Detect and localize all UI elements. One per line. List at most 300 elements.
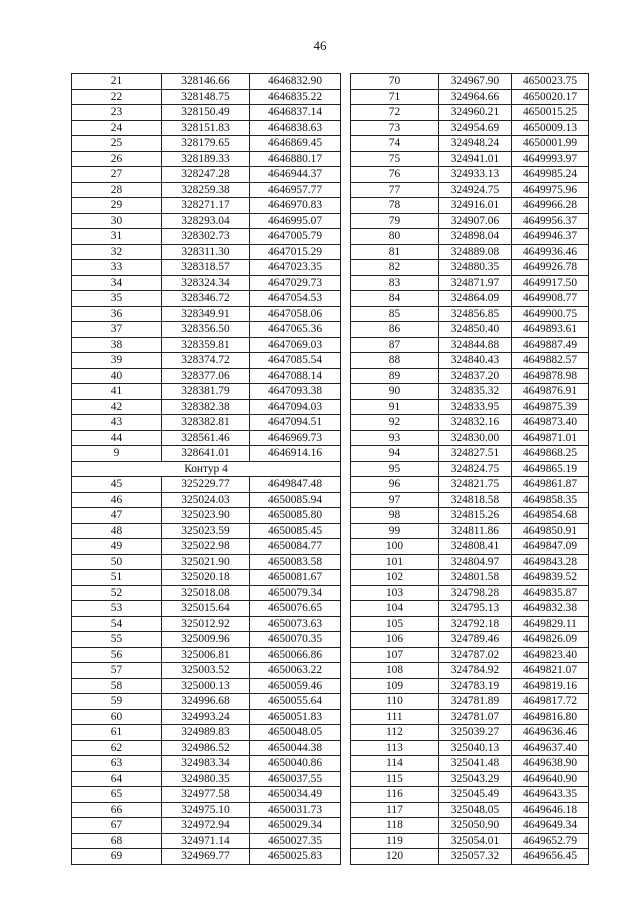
right-x-coordinate: 324784.92	[439, 663, 512, 679]
right-x-coordinate: 324907.06	[439, 213, 512, 229]
right-x-coordinate: 324795.13	[439, 601, 512, 617]
right-point-number: 114	[351, 756, 439, 772]
right-point-number: 96	[351, 477, 439, 493]
left-y-coordinate: 4647094.03	[250, 399, 341, 415]
column-gap	[341, 182, 351, 198]
right-x-coordinate: 324832.16	[439, 415, 512, 431]
right-point-number: 77	[351, 182, 439, 198]
table-row	[72, 725, 589, 741]
table-row	[72, 554, 589, 570]
column-gap	[341, 740, 351, 756]
column-gap	[341, 198, 351, 214]
right-y-coordinate: 4649640.90	[512, 771, 589, 787]
right-point-number: 78	[351, 198, 439, 214]
column-gap	[341, 663, 351, 679]
right-point-number: 111	[351, 709, 439, 725]
right-point-number: 70	[351, 74, 439, 90]
left-y-coordinate: 4646969.73	[250, 430, 341, 446]
left-y-coordinate: 4647015.29	[250, 244, 341, 260]
left-x-coordinate: 328381.79	[162, 384, 250, 400]
table-row	[72, 198, 589, 214]
left-x-coordinate: 325003.52	[162, 663, 250, 679]
right-y-coordinate: 4649636.46	[512, 725, 589, 741]
column-gap	[341, 337, 351, 353]
right-y-coordinate: 4649832.38	[512, 601, 589, 617]
right-y-coordinate: 4649643.35	[512, 787, 589, 803]
right-x-coordinate: 324880.35	[439, 260, 512, 276]
table-row	[72, 709, 589, 725]
right-y-coordinate: 4649638.90	[512, 756, 589, 772]
left-point-number: 65	[72, 787, 162, 803]
column-gap	[341, 89, 351, 105]
table-row	[72, 663, 589, 679]
right-point-number: 92	[351, 415, 439, 431]
left-point-number: 24	[72, 120, 162, 136]
right-y-coordinate: 4649908.77	[512, 291, 589, 307]
left-y-coordinate: 4646837.14	[250, 105, 341, 121]
left-x-coordinate: 328349.91	[162, 306, 250, 322]
left-x-coordinate: 324975.10	[162, 802, 250, 818]
column-gap	[341, 802, 351, 818]
right-point-number: 108	[351, 663, 439, 679]
table-row	[72, 446, 589, 462]
right-point-number: 118	[351, 818, 439, 834]
column-gap	[341, 523, 351, 539]
left-y-coordinate: 4650079.34	[250, 585, 341, 601]
left-point-number: 45	[72, 477, 162, 493]
left-point-number: 31	[72, 229, 162, 245]
table-row	[72, 415, 589, 431]
left-point-number: 56	[72, 647, 162, 663]
right-point-number: 74	[351, 136, 439, 152]
left-point-number: 22	[72, 89, 162, 105]
right-x-coordinate: 324933.13	[439, 167, 512, 183]
right-point-number: 95	[351, 461, 439, 477]
right-x-coordinate: 324837.20	[439, 368, 512, 384]
left-x-coordinate: 324986.52	[162, 740, 250, 756]
left-y-coordinate: 4647005.79	[250, 229, 341, 245]
right-y-coordinate: 4649858.35	[512, 492, 589, 508]
right-y-coordinate: 4649985.24	[512, 167, 589, 183]
left-y-coordinate: 4646838.63	[250, 120, 341, 136]
right-x-coordinate: 324824.75	[439, 461, 512, 477]
right-point-number: 90	[351, 384, 439, 400]
column-gap	[341, 291, 351, 307]
left-x-coordinate: 325022.98	[162, 539, 250, 555]
right-x-coordinate: 324916.01	[439, 198, 512, 214]
left-point-number: 46	[72, 492, 162, 508]
left-point-number: 25	[72, 136, 162, 152]
right-x-coordinate: 325040.13	[439, 740, 512, 756]
left-point-number: 37	[72, 322, 162, 338]
column-gap	[341, 585, 351, 601]
coordinates-table-body	[72, 74, 589, 865]
right-x-coordinate: 324792.18	[439, 616, 512, 632]
left-x-coordinate: 328247.28	[162, 167, 250, 183]
right-x-coordinate: 325050.90	[439, 818, 512, 834]
right-x-coordinate: 324830.00	[439, 430, 512, 446]
left-x-coordinate: 325018.08	[162, 585, 250, 601]
right-y-coordinate: 4649882.57	[512, 353, 589, 369]
right-x-coordinate: 325043.29	[439, 771, 512, 787]
right-x-coordinate: 324850.40	[439, 322, 512, 338]
left-point-number: 68	[72, 833, 162, 849]
right-y-coordinate: 4650015.25	[512, 105, 589, 121]
left-y-coordinate: 4646995.07	[250, 213, 341, 229]
table-row	[72, 461, 589, 477]
left-x-coordinate: 324983.34	[162, 756, 250, 772]
column-gap	[341, 833, 351, 849]
left-y-coordinate: 4650070.35	[250, 632, 341, 648]
column-gap	[341, 151, 351, 167]
column-gap	[341, 601, 351, 617]
column-gap	[341, 275, 351, 291]
right-x-coordinate: 325057.32	[439, 849, 512, 865]
right-point-number: 113	[351, 740, 439, 756]
table-row	[72, 523, 589, 539]
column-gap	[341, 74, 351, 90]
right-x-coordinate: 324889.08	[439, 244, 512, 260]
left-y-coordinate: 4650085.45	[250, 523, 341, 539]
right-x-coordinate: 324871.97	[439, 275, 512, 291]
right-point-number: 81	[351, 244, 439, 260]
table-row	[72, 167, 589, 183]
left-y-coordinate: 4650029.34	[250, 818, 341, 834]
column-gap	[341, 632, 351, 648]
right-y-coordinate: 4649821.07	[512, 663, 589, 679]
right-y-coordinate: 4649865.19	[512, 461, 589, 477]
left-point-number: 34	[72, 275, 162, 291]
column-gap	[341, 818, 351, 834]
table-row	[72, 477, 589, 493]
right-y-coordinate: 4649871.01	[512, 430, 589, 446]
left-x-coordinate: 328179.65	[162, 136, 250, 152]
left-point-number: 67	[72, 818, 162, 834]
right-point-number: 120	[351, 849, 439, 865]
right-y-coordinate: 4649817.72	[512, 694, 589, 710]
right-x-coordinate: 324948.24	[439, 136, 512, 152]
table-row	[72, 694, 589, 710]
table-row	[72, 244, 589, 260]
column-gap	[341, 461, 351, 477]
left-x-coordinate: 328311.30	[162, 244, 250, 260]
left-point-number: 47	[72, 508, 162, 524]
left-y-coordinate: 4646832.90	[250, 74, 341, 90]
left-point-number: 27	[72, 167, 162, 183]
left-point-number: 60	[72, 709, 162, 725]
left-x-coordinate: 325023.59	[162, 523, 250, 539]
left-y-coordinate: 4650044.38	[250, 740, 341, 756]
left-x-coordinate: 324996.68	[162, 694, 250, 710]
left-point-number: 50	[72, 554, 162, 570]
left-y-coordinate: 4650027.35	[250, 833, 341, 849]
right-point-number: 102	[351, 570, 439, 586]
right-x-coordinate: 325048.05	[439, 802, 512, 818]
table-row	[72, 771, 589, 787]
left-point-number: 33	[72, 260, 162, 276]
column-gap	[341, 539, 351, 555]
table-row	[72, 399, 589, 415]
right-y-coordinate: 4649823.40	[512, 647, 589, 663]
left-point-number: 35	[72, 291, 162, 307]
right-x-coordinate: 324856.85	[439, 306, 512, 322]
left-x-coordinate: 328359.81	[162, 337, 250, 353]
left-x-coordinate: 325023.90	[162, 508, 250, 524]
left-x-coordinate: 328382.81	[162, 415, 250, 431]
column-gap	[341, 306, 351, 322]
right-y-coordinate: 4649946.37	[512, 229, 589, 245]
right-x-coordinate: 324815.26	[439, 508, 512, 524]
left-x-coordinate: 324980.35	[162, 771, 250, 787]
right-x-coordinate: 324821.75	[439, 477, 512, 493]
table-row	[72, 229, 589, 245]
table-row	[72, 647, 589, 663]
left-y-coordinate: 4646957.77	[250, 182, 341, 198]
table-row	[72, 492, 589, 508]
right-point-number: 85	[351, 306, 439, 322]
right-point-number: 91	[351, 399, 439, 415]
right-point-number: 107	[351, 647, 439, 663]
left-x-coordinate: 328641.01	[162, 446, 250, 462]
right-x-coordinate: 325045.49	[439, 787, 512, 803]
right-y-coordinate: 4649936.46	[512, 244, 589, 260]
left-x-coordinate: 324971.14	[162, 833, 250, 849]
right-point-number: 72	[351, 105, 439, 121]
table-row	[72, 678, 589, 694]
table-row	[72, 833, 589, 849]
left-y-coordinate: 4646880.17	[250, 151, 341, 167]
table-row	[72, 585, 589, 601]
right-y-coordinate: 4649649.34	[512, 818, 589, 834]
right-y-coordinate: 4649887.49	[512, 337, 589, 353]
column-gap	[341, 430, 351, 446]
table-row	[72, 539, 589, 555]
left-point-number: 29	[72, 198, 162, 214]
right-x-coordinate: 324840.43	[439, 353, 512, 369]
left-y-coordinate: 4650084.77	[250, 539, 341, 555]
right-point-number: 75	[351, 151, 439, 167]
table-row	[72, 353, 589, 369]
column-gap	[341, 105, 351, 121]
column-gap	[341, 213, 351, 229]
left-x-coordinate: 328377.06	[162, 368, 250, 384]
right-y-coordinate: 4649850.91	[512, 523, 589, 539]
right-point-number: 89	[351, 368, 439, 384]
right-point-number: 103	[351, 585, 439, 601]
left-point-number: 9	[72, 446, 162, 462]
left-y-coordinate: 4650066.86	[250, 647, 341, 663]
right-y-coordinate: 4649652.79	[512, 833, 589, 849]
left-x-coordinate: 328356.50	[162, 322, 250, 338]
right-y-coordinate: 4649861.87	[512, 477, 589, 493]
column-gap	[341, 260, 351, 276]
column-gap	[341, 368, 351, 384]
left-x-coordinate: 328318.57	[162, 260, 250, 276]
right-x-coordinate: 324811.86	[439, 523, 512, 539]
left-point-number: 39	[72, 353, 162, 369]
left-x-coordinate: 328324.34	[162, 275, 250, 291]
table-row	[72, 384, 589, 400]
left-y-coordinate: 4647069.03	[250, 337, 341, 353]
left-y-coordinate: 4647093.38	[250, 384, 341, 400]
table-row	[72, 105, 589, 121]
column-gap	[341, 477, 351, 493]
left-y-coordinate: 4646914.16	[250, 446, 341, 462]
left-x-coordinate: 325000.13	[162, 678, 250, 694]
right-x-coordinate: 324801.58	[439, 570, 512, 586]
column-gap	[341, 508, 351, 524]
left-x-coordinate: 328189.33	[162, 151, 250, 167]
left-y-coordinate: 4646944.37	[250, 167, 341, 183]
left-point-number: 32	[72, 244, 162, 260]
left-x-coordinate: 325012.92	[162, 616, 250, 632]
left-y-coordinate: 4647058.06	[250, 306, 341, 322]
left-x-coordinate: 325024.03	[162, 492, 250, 508]
column-gap	[341, 756, 351, 772]
right-x-coordinate: 324898.04	[439, 229, 512, 245]
right-y-coordinate: 4649900.75	[512, 306, 589, 322]
left-x-coordinate: 328302.73	[162, 229, 250, 245]
table-row	[72, 601, 589, 617]
right-point-number: 83	[351, 275, 439, 291]
left-x-coordinate: 325229.77	[162, 477, 250, 493]
right-y-coordinate: 4649993.97	[512, 151, 589, 167]
right-y-coordinate: 4649975.96	[512, 182, 589, 198]
left-y-coordinate: 4647065.36	[250, 322, 341, 338]
left-y-coordinate: 4650083.58	[250, 554, 341, 570]
right-point-number: 73	[351, 120, 439, 136]
column-gap	[341, 709, 351, 725]
right-y-coordinate: 4650001.99	[512, 136, 589, 152]
left-x-coordinate: 328146.66	[162, 74, 250, 90]
right-x-coordinate: 324787.02	[439, 647, 512, 663]
right-y-coordinate: 4649637.40	[512, 740, 589, 756]
right-point-number: 99	[351, 523, 439, 539]
left-y-coordinate: 4650063.22	[250, 663, 341, 679]
right-y-coordinate: 4649819.16	[512, 678, 589, 694]
left-y-coordinate: 4650085.80	[250, 508, 341, 524]
right-x-coordinate: 324781.89	[439, 694, 512, 710]
right-y-coordinate: 4649876.91	[512, 384, 589, 400]
right-x-coordinate: 324789.46	[439, 632, 512, 648]
left-point-number: 53	[72, 601, 162, 617]
left-y-coordinate: 4650059.46	[250, 678, 341, 694]
table-row	[72, 787, 589, 803]
column-gap	[341, 136, 351, 152]
left-y-coordinate: 4650055.64	[250, 694, 341, 710]
right-y-coordinate: 4649826.09	[512, 632, 589, 648]
right-y-coordinate: 4649917.50	[512, 275, 589, 291]
left-point-number: 64	[72, 771, 162, 787]
right-point-number: 82	[351, 260, 439, 276]
table-row	[72, 616, 589, 632]
left-x-coordinate: 328271.17	[162, 198, 250, 214]
left-y-coordinate: 4650031.73	[250, 802, 341, 818]
right-point-number: 106	[351, 632, 439, 648]
table-row	[72, 136, 589, 152]
left-point-number: 58	[72, 678, 162, 694]
left-y-coordinate: 4646970.83	[250, 198, 341, 214]
right-y-coordinate: 4649926.78	[512, 260, 589, 276]
right-y-coordinate: 4649835.87	[512, 585, 589, 601]
right-y-coordinate: 4649868.25	[512, 446, 589, 462]
right-point-number: 97	[351, 492, 439, 508]
right-y-coordinate: 4649854.68	[512, 508, 589, 524]
left-x-coordinate: 325006.81	[162, 647, 250, 663]
left-y-coordinate: 4650076.65	[250, 601, 341, 617]
column-gap	[341, 415, 351, 431]
left-y-coordinate: 4646869.45	[250, 136, 341, 152]
column-gap	[341, 678, 351, 694]
right-point-number: 100	[351, 539, 439, 555]
table-row	[72, 570, 589, 586]
column-gap	[341, 694, 351, 710]
right-y-coordinate: 4649873.40	[512, 415, 589, 431]
table-row	[72, 337, 589, 353]
left-y-coordinate: 4650025.83	[250, 849, 341, 865]
right-y-coordinate: 4649893.61	[512, 322, 589, 338]
left-point-number: 52	[72, 585, 162, 601]
right-x-coordinate: 324954.69	[439, 120, 512, 136]
left-x-coordinate: 328148.75	[162, 89, 250, 105]
table-row	[72, 740, 589, 756]
left-point-number: 44	[72, 430, 162, 446]
column-gap	[341, 570, 351, 586]
right-y-coordinate: 4649816.80	[512, 709, 589, 725]
left-point-number: 36	[72, 306, 162, 322]
right-x-coordinate: 324844.88	[439, 337, 512, 353]
table-row	[72, 213, 589, 229]
column-gap	[341, 244, 351, 260]
left-point-number: 23	[72, 105, 162, 121]
left-point-number: 43	[72, 415, 162, 431]
left-x-coordinate: 328382.38	[162, 399, 250, 415]
left-x-coordinate: 325009.96	[162, 632, 250, 648]
right-point-number: 88	[351, 353, 439, 369]
right-x-coordinate: 324833.95	[439, 399, 512, 415]
right-x-coordinate: 324835.32	[439, 384, 512, 400]
right-point-number: 119	[351, 833, 439, 849]
right-x-coordinate: 324804.97	[439, 554, 512, 570]
right-x-coordinate: 324783.19	[439, 678, 512, 694]
page-number: 46	[313, 38, 327, 53]
table-row	[72, 322, 589, 338]
table-row	[72, 74, 589, 90]
left-y-coordinate: 4650048.05	[250, 725, 341, 741]
left-y-coordinate: 4650051.83	[250, 709, 341, 725]
right-point-number: 94	[351, 446, 439, 462]
column-gap	[341, 322, 351, 338]
left-y-coordinate: 4646835.22	[250, 89, 341, 105]
column-gap	[341, 167, 351, 183]
right-x-coordinate: 324960.21	[439, 105, 512, 121]
left-x-coordinate: 328151.83	[162, 120, 250, 136]
left-point-number: 21	[72, 74, 162, 90]
column-gap	[341, 229, 351, 245]
right-y-coordinate: 4649878.98	[512, 368, 589, 384]
left-point-number: 59	[72, 694, 162, 710]
left-x-coordinate: 328561.46	[162, 430, 250, 446]
left-y-coordinate: 4647029.73	[250, 275, 341, 291]
right-x-coordinate: 324781.07	[439, 709, 512, 725]
right-point-number: 71	[351, 89, 439, 105]
right-x-coordinate: 325039.27	[439, 725, 512, 741]
right-point-number: 109	[351, 678, 439, 694]
table-row	[72, 89, 589, 105]
left-point-number: 54	[72, 616, 162, 632]
column-gap	[341, 554, 351, 570]
right-x-coordinate: 324967.90	[439, 74, 512, 90]
